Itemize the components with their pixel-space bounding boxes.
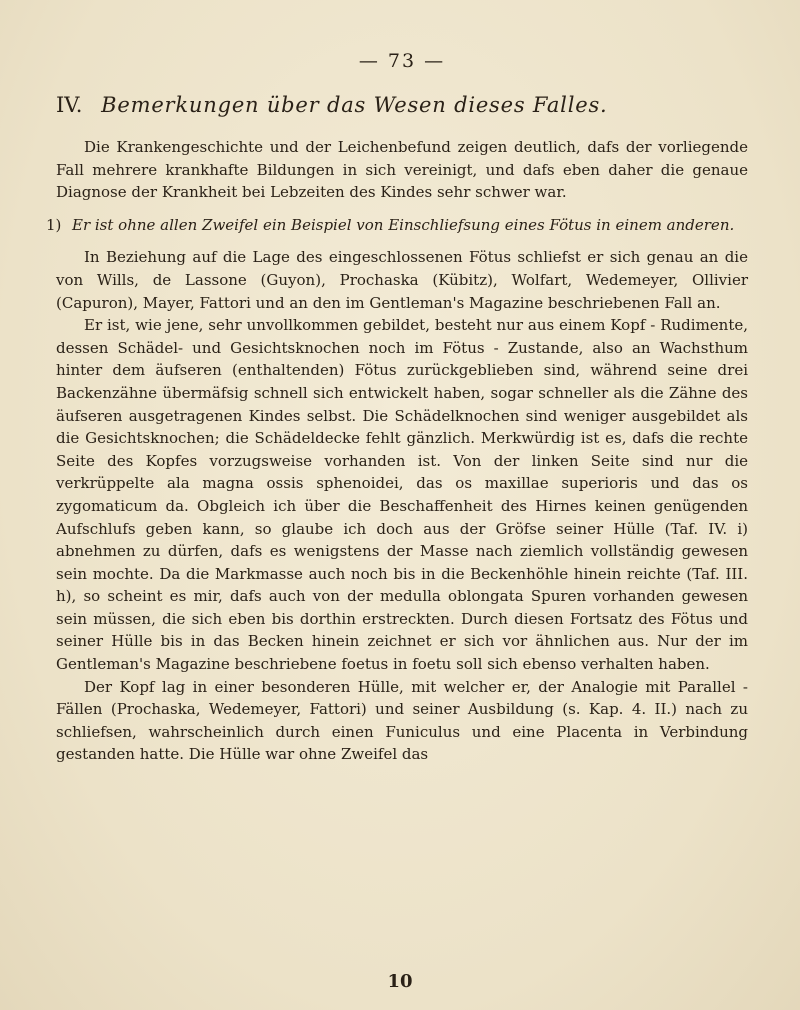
thesis-statement [46,214,748,237]
thesis-label: 1) [46,215,62,234]
paragraph-formation: Er ist, wie jene, sehr unvollkommen gebildet, besteht nur aus einem Kopf - Rudimente, dessen Schädel- und Gesichtsknochen noch im Fötus - Zustande, also an Wachsthum hinter dem äufseren (enthaltenden) Fötus zurückgeblieben sind, während seine drei Backenzähne übermäfsig schnell sich entwickelt haben, sogar schneller als die Zähne des äufseren ausgetragenen Kindes selbst. Die Schädelknochen sind weniger ausgebildet als die Gesichtsknochen; die Schädeldecke fehlt gänzlich. Merkwürdig ist es, dafs die rechte Seite des Kopfes vorzugsweise vorhanden ist. Von der linken Seite sind nur die verkrüppelte ala magna ossis sphenoidei, das os maxillae superioris und das os zygomaticum da. Obgleich ich über die Beschaffenheit des Hirnes keinen genügenden Aufschlufs geben kann, so glaube ich doch aus der Gröfse seiner Hülle (Taf. IV. i) abnehmen zu dürfen, dafs es wenigstens der Masse nach ziemlich vollständig gewesen sein mochte. Da die Markmasse auch noch bis in die Beckenhöhle hinein reichte (Taf. III. h), so scheint es mir, dafs auch von der medulla oblongata Spuren vorhanden gewesen sein müssen, die sich eben bis dorthin erstreckten. Durch diesen Fortsatz des Fötus und seiner Hülle bis in das Becken hinein zeichnet er sich vor ähnlichen aus. Nur der im Gentleman's Magazine beschriebene foetus in foetu soll sich ebenso verhalten haben. [56,316,748,674]
section-title: Bemerkungen über das Wesen dieses Falles. [101,93,608,117]
thesis-text: Er ist ohne allen Zweifel ein Beispiel von Einschliefsung eines Fötus in einem anderen. [72,215,735,234]
section-heading [56,92,748,118]
section-number: IV. [56,93,83,117]
paragraph-position: In Beziehung auf die Lage des eingeschlossenen Fötus schliefst er sich genau an die von Wills, de Lassone (Guyon), Prochaska (Kübitz), Wolfart, Wedemeyer, Ollivier (Capuron), Mayer, Fattori und an den im Gentleman's Magazine beschriebenen Fall an. [56,248,748,312]
signature-mark: 10 [387,971,413,992]
paragraph-envelope: Der Kopf lag in einer besonderen Hülle, mit welcher er, der Analogie mit Parallel - Fällen (Prochaska, Wedemeyer, Fattori) und seiner Ausbildung (s. Kap. 4. II.) nach zu schliefsen, wahrscheinlich durch einen Funiculus und eine Placenta in Verbindung gestanden hatte. Die Hülle war ohne Zweifel das [56,677,748,764]
page-number: — 73 — [358,50,446,72]
paragraph-intro: Die Krankengeschichte und der Leichenbefund zeigen deutlich, dafs der vorliegende Fall mehrere krankhafte Bildungen in sich vereinigt, und dafs eben daher die genaue Diagnose der Krankheit bei Lebzeiten des Kindes sehr schwer war. [56,138,748,202]
